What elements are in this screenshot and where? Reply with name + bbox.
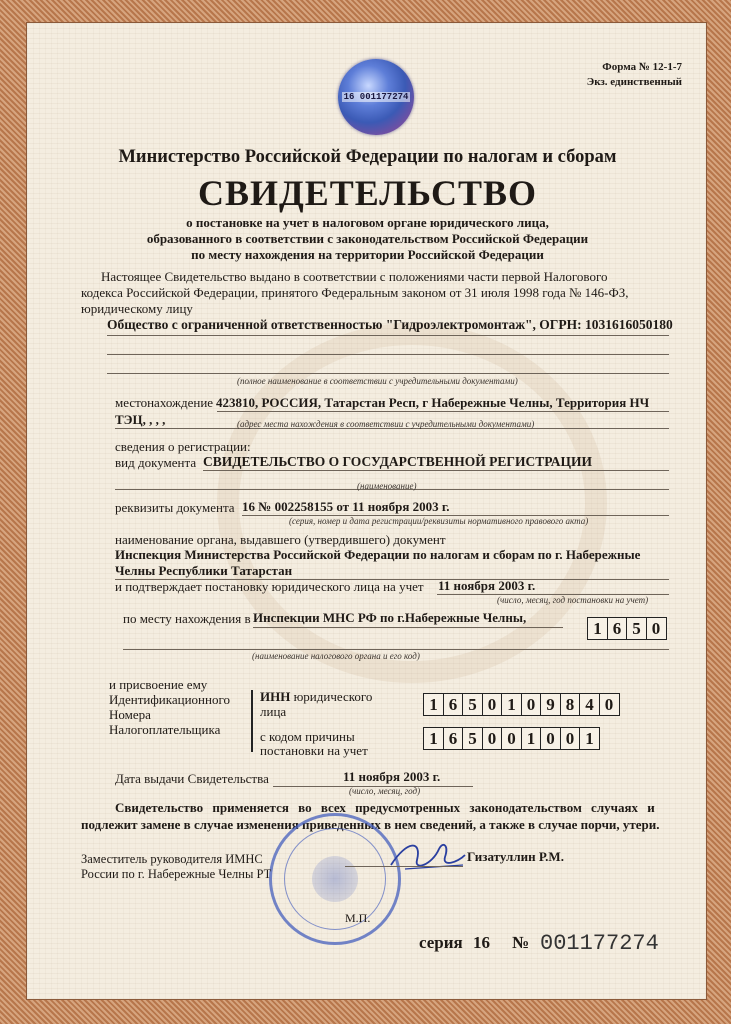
doc-type-label: вид документа [115,455,197,470]
code-cell: 5 [626,617,647,640]
code-cell: 0 [646,617,667,640]
note-line-1: Свидетельство применяется во всех предусмотренных законодательством случаях и [115,800,655,815]
rule [123,649,669,650]
inn-cell: 1 [501,693,522,716]
inn-cell: 8 [560,693,581,716]
subtitle-line-2: образованного в соответствии с законодательством Российской Федерации [146,231,589,246]
inn-cell: 9 [540,693,561,716]
inn-cell: 5 [462,693,483,716]
intro-line-3: юридическому лицу [81,301,193,316]
inn-label-2: лица [260,704,287,719]
inn-label-rest: юридического [290,689,373,704]
code-cell: 1 [587,617,608,640]
official-stamp [269,813,401,945]
kpp-cell: 0 [482,727,503,750]
form-copy: Экз. единственный [586,76,682,88]
confirm-label: и подтверждает постановку юридического лица на учет [115,579,424,594]
tax-office-code [587,617,665,640]
note-line-2: подлежит замене в случае изменения приведенных в нем сведений, а также в случае порчи, утери. [81,817,660,832]
number-sign: № [512,933,530,952]
inn-cell: 0 [599,693,620,716]
kpp-digits [423,727,599,750]
subtitle-line-3: по месту нахождения на территории Российской Федерации [191,247,544,262]
doc-details-label: реквизиты документа [115,500,235,515]
inn-divider [251,690,253,752]
serial-number: 001177274 [540,931,659,956]
kpp-label-1: с кодом причины [260,729,355,744]
inn-cell: 0 [521,693,542,716]
ministry-name: Министерство Российской Федерации по налогам и сборам [118,147,617,167]
organization-name-caption: (полное наименование в соответствии с учредительными документами) [237,376,518,386]
code-cell: 6 [607,617,628,640]
inn-cell: 0 [482,693,503,716]
series-number: 16 [473,933,490,952]
inn-left-line-1: Идентификационного [109,692,230,707]
certificate-paper [26,22,707,1000]
doc-type-caption: (наименование) [357,481,417,491]
tax-office-name: Инспекции МНС РФ по г.Набережные Челны, [253,610,527,625]
signer-position-1: Заместитель руководителя ИМНС [81,852,263,866]
kpp-cell: 1 [423,727,444,750]
issue-date-caption: (число, месяц, год) [349,786,421,796]
kpp-label-2: постановки на учет [260,743,368,758]
registration-label: сведения о регистрации: [115,439,251,454]
signer-name: Гизатуллин Р.М. [467,849,564,864]
issuer-line-1: Инспекция Министерства Российской Федерации по налогам и сборам по г. Набережные [115,547,641,562]
intro-line-1: Настоящее Свидетельство выдано в соответствии с положениями части первой Налогового [101,269,608,284]
tax-office-caption: (наименование налогового органа и его код) [252,651,420,661]
inn-cell: 1 [423,693,444,716]
subtitle-line-1: о постановке на учет в налоговом органе юридического лица, [186,215,549,230]
confirm-caption: (число, месяц, год постановки на учет) [497,595,649,605]
intro-line-2: кодекса Российской Федерации, принятого Федеральным законом от 31 июля 1998 года № 146-ФЗ, [81,285,629,300]
tax-office-label: по месту нахождения в [123,611,251,626]
issuer-line-2: Челны Республики Татарстан [115,563,293,578]
doc-details-caption: (серия, номер и дата регистрации/реквизиты нормативного правового акта) [289,516,589,526]
assign-label: и присвоение ему [109,677,208,692]
inn-left-line-2: Номера [109,707,151,722]
signature-scribble [387,835,467,875]
inn-label-bold: ИНН [260,689,291,704]
inn-cell: 4 [579,693,600,716]
doc-type-value: СВИДЕТЕЛЬСТВО О ГОСУДАРСТВЕННОЙ РЕГИСТРАЦИИ [203,454,593,469]
inn-cell: 6 [443,693,464,716]
hologram-seal [338,59,414,135]
rule [107,335,669,336]
location-caption: (адрес места нахождения в соответствии с учредительными документами) [237,419,535,429]
rule [253,627,563,628]
series-label: серия [419,933,463,952]
location-line-2: ТЭЦ, , , , [115,412,166,427]
rule [345,866,463,867]
kpp-cell: 0 [560,727,581,750]
inn-left-line-3: Налогоплательщика [109,722,221,737]
location-line-1: 423810, РОССИЯ, Татарстан Респ, г Набережные Челны, Территория НЧ [216,395,650,410]
inn-label [260,689,372,705]
rule [203,470,669,471]
rule [107,354,669,355]
issue-date-label: Дата выдачи Свидетельства [115,771,269,786]
kpp-cell: 6 [443,727,464,750]
confirm-date: 11 ноября 2003 г. [438,578,536,593]
kpp-cell: 0 [540,727,561,750]
issue-date-value: 11 ноября 2003 г. [343,769,441,784]
issuer-label: наименование органа, выдавшего (утвердившего) документ [115,532,446,547]
stamp-place: М.П. [345,911,371,925]
rule [107,373,669,374]
form-number: Форма № 12-1-7 [602,61,682,73]
kpp-cell: 0 [501,727,522,750]
kpp-cell: 1 [521,727,542,750]
signer-position-2: России по г. Набережные Челны РТ [81,867,272,881]
location-label: местонахождение [115,395,214,410]
doc-details-value: 16 № 002258155 от 11 ноября 2003 г. [242,499,450,514]
kpp-cell: 1 [579,727,600,750]
document-title: СВИДЕТЕЛЬСТВО [197,173,538,213]
rule [217,411,669,412]
inn-digits [423,693,618,716]
hologram-number: 16 001177274 [343,92,409,102]
kpp-cell: 5 [462,727,483,750]
organization-name: Общество с ограниченной ответственностью "Гидроэлектромонтаж", ОГРН: 1031616050180 [107,317,673,332]
